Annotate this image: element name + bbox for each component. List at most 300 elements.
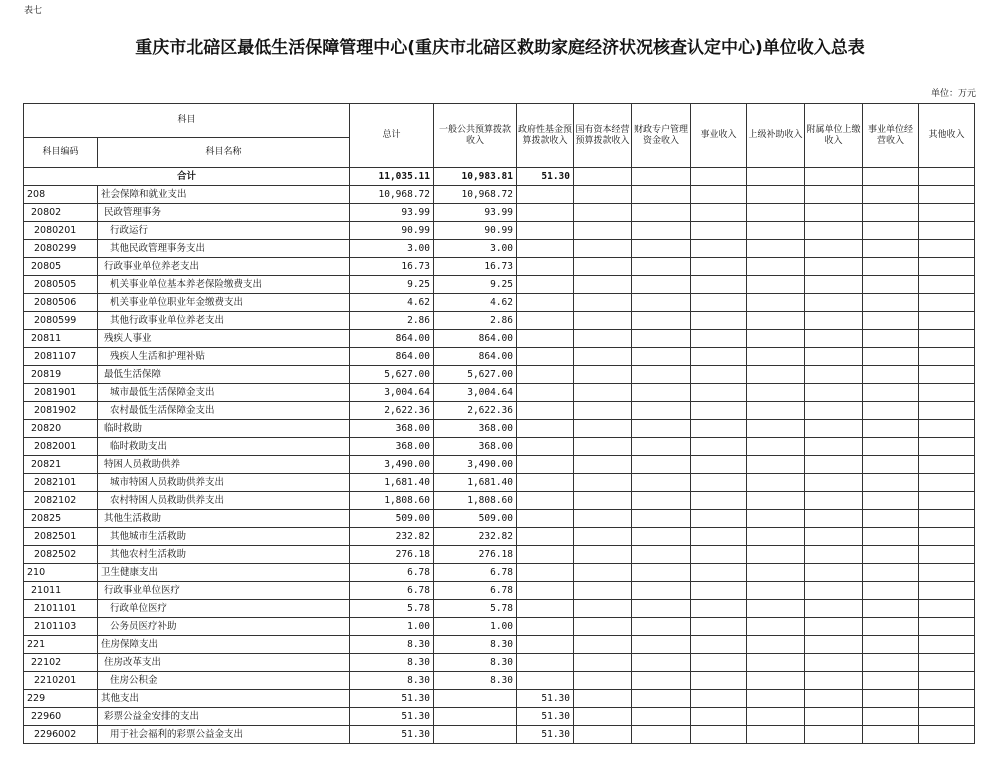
row-empty-cell — [919, 546, 975, 564]
row-empty-cell — [919, 348, 975, 366]
row-empty-cell — [691, 330, 747, 348]
row-empty-cell — [919, 492, 975, 510]
row-fund — [517, 312, 574, 330]
row-general: 864.00 — [434, 348, 517, 366]
row-empty-cell — [632, 186, 691, 204]
row-code: 2101103 — [24, 618, 98, 636]
row-total: 368.00 — [350, 420, 434, 438]
row-code: 2082501 — [24, 528, 98, 546]
row-fund — [517, 564, 574, 582]
row-empty-cell — [747, 402, 805, 420]
row-empty-cell — [747, 294, 805, 312]
row-empty-cell — [574, 222, 632, 240]
table-row — [24, 600, 975, 618]
row-empty-cell — [747, 312, 805, 330]
row-fund — [517, 672, 574, 690]
row-total: 864.00 — [350, 330, 434, 348]
row-total: 5.78 — [350, 600, 434, 618]
row-empty-cell — [919, 366, 975, 384]
table-row — [24, 276, 975, 294]
row-code: 2081902 — [24, 402, 98, 420]
row-code: 2082102 — [24, 492, 98, 510]
row-total: 1,808.60 — [350, 492, 434, 510]
row-empty-cell — [691, 546, 747, 564]
row-empty-cell — [747, 546, 805, 564]
table-row — [24, 636, 975, 654]
row-empty-cell — [747, 330, 805, 348]
total-general: 10,983.81 — [434, 168, 517, 186]
row-total: 10,968.72 — [350, 186, 434, 204]
row-empty-cell — [863, 456, 919, 474]
table-row — [24, 654, 975, 672]
row-empty-cell — [574, 564, 632, 582]
row-name: 机关事业单位基本养老保险缴费支出 — [98, 276, 350, 294]
row-fund — [517, 348, 574, 366]
row-name: 卫生健康支出 — [98, 564, 350, 582]
row-empty-cell — [747, 726, 805, 744]
row-empty-cell — [747, 672, 805, 690]
row-empty-cell — [919, 240, 975, 258]
row-empty-cell — [863, 636, 919, 654]
row-empty-cell — [863, 564, 919, 582]
row-empty-cell — [805, 528, 863, 546]
row-empty-cell — [863, 222, 919, 240]
row-total: 16.73 — [350, 258, 434, 276]
row-empty-cell — [691, 726, 747, 744]
row-total: 368.00 — [350, 438, 434, 456]
row-empty-cell — [632, 528, 691, 546]
row-general: 90.99 — [434, 222, 517, 240]
row-empty-cell — [805, 636, 863, 654]
table-row — [24, 456, 975, 474]
row-name: 农村特困人员救助供养支出 — [98, 492, 350, 510]
row-empty-cell — [805, 672, 863, 690]
row-empty-cell — [632, 348, 691, 366]
row-code: 2082502 — [24, 546, 98, 564]
row-empty-cell — [632, 708, 691, 726]
table-row — [24, 222, 975, 240]
row-empty-cell — [691, 438, 747, 456]
row-empty-cell — [805, 348, 863, 366]
row-fund — [517, 420, 574, 438]
total-fund: 51.30 — [517, 168, 574, 186]
row-code: 20805 — [24, 258, 98, 276]
row-empty-cell — [747, 258, 805, 276]
row-empty-cell — [863, 690, 919, 708]
row-empty-cell — [632, 222, 691, 240]
row-empty-cell — [805, 474, 863, 492]
row-empty-cell — [919, 690, 975, 708]
row-name: 其他支出 — [98, 690, 350, 708]
row-name: 公务员医疗补助 — [98, 618, 350, 636]
row-code: 2080599 — [24, 312, 98, 330]
row-empty-cell — [691, 276, 747, 294]
row-empty-cell — [919, 672, 975, 690]
row-empty-cell — [747, 510, 805, 528]
row-total: 4.62 — [350, 294, 434, 312]
row-empty-cell — [747, 276, 805, 294]
row-empty-cell — [919, 456, 975, 474]
row-empty-cell — [632, 240, 691, 258]
row-empty-cell — [691, 294, 747, 312]
table-row — [24, 384, 975, 402]
row-empty-cell — [632, 492, 691, 510]
row-fund — [517, 528, 574, 546]
row-empty-cell — [863, 618, 919, 636]
row-empty-cell — [632, 474, 691, 492]
row-name: 其他农村生活救助 — [98, 546, 350, 564]
table-row — [24, 420, 975, 438]
row-fund: 51.30 — [517, 708, 574, 726]
row-empty-cell — [919, 510, 975, 528]
row-empty-cell — [691, 348, 747, 366]
row-code: 2081901 — [24, 384, 98, 402]
header-other: 其他收入 — [919, 104, 975, 168]
row-empty-cell — [691, 384, 747, 402]
row-code: 2210201 — [24, 672, 98, 690]
row-empty-cell — [919, 528, 975, 546]
row-general: 6.78 — [434, 582, 517, 600]
row-empty-cell — [574, 204, 632, 222]
table-row — [24, 348, 975, 366]
row-empty-cell — [632, 204, 691, 222]
row-fund: 51.30 — [517, 690, 574, 708]
row-empty-cell — [863, 492, 919, 510]
row-empty-cell — [691, 690, 747, 708]
row-empty-cell — [863, 708, 919, 726]
row-code: 2080505 — [24, 276, 98, 294]
row-empty-cell — [919, 582, 975, 600]
row-fund — [517, 456, 574, 474]
row-code: 221 — [24, 636, 98, 654]
row-name: 行政事业单位养老支出 — [98, 258, 350, 276]
row-fund — [517, 276, 574, 294]
row-empty-cell — [805, 654, 863, 672]
row-empty-cell — [691, 708, 747, 726]
row-code: 208 — [24, 186, 98, 204]
row-empty-cell — [574, 618, 632, 636]
row-empty-cell — [632, 384, 691, 402]
row-empty-cell — [919, 258, 975, 276]
header-state-capital: 国有资本经营预算拨款收入 — [574, 104, 632, 168]
row-total: 51.30 — [350, 708, 434, 726]
row-fund: 51.30 — [517, 726, 574, 744]
row-fund — [517, 492, 574, 510]
row-empty-cell — [863, 420, 919, 438]
table-row — [24, 294, 975, 312]
row-empty-cell — [632, 582, 691, 600]
row-total: 6.78 — [350, 582, 434, 600]
row-empty-cell — [805, 258, 863, 276]
row-empty-cell — [919, 726, 975, 744]
row-empty-cell — [863, 258, 919, 276]
row-empty-cell — [632, 402, 691, 420]
row-empty-cell — [691, 456, 747, 474]
row-total: 8.30 — [350, 636, 434, 654]
row-empty-cell — [805, 366, 863, 384]
table-row — [24, 204, 975, 222]
row-fund — [517, 330, 574, 348]
row-empty-cell — [574, 384, 632, 402]
row-empty-cell — [919, 312, 975, 330]
row-empty-cell — [863, 276, 919, 294]
header-operating: 事业单位经营收入 — [863, 104, 919, 168]
row-empty-cell — [863, 294, 919, 312]
row-empty-cell — [691, 222, 747, 240]
row-empty-cell — [747, 636, 805, 654]
row-empty-cell — [574, 276, 632, 294]
row-empty-cell — [919, 204, 975, 222]
row-general: 368.00 — [434, 420, 517, 438]
total-row — [24, 168, 975, 186]
row-code: 2081107 — [24, 348, 98, 366]
row-empty-cell — [632, 330, 691, 348]
row-code: 2082101 — [24, 474, 98, 492]
row-name: 行政事业单位医疗 — [98, 582, 350, 600]
row-total: 9.25 — [350, 276, 434, 294]
row-name: 行政运行 — [98, 222, 350, 240]
row-empty-cell — [919, 402, 975, 420]
row-empty-cell — [805, 276, 863, 294]
row-empty-cell — [747, 438, 805, 456]
row-name: 彩票公益金安排的支出 — [98, 708, 350, 726]
row-total: 5,627.00 — [350, 366, 434, 384]
row-total: 232.82 — [350, 528, 434, 546]
row-general: 368.00 — [434, 438, 517, 456]
row-empty-cell — [574, 492, 632, 510]
table-row — [24, 240, 975, 258]
row-code: 20819 — [24, 366, 98, 384]
row-empty-cell — [574, 474, 632, 492]
row-name: 临时救助 — [98, 420, 350, 438]
row-fund — [517, 438, 574, 456]
row-empty-cell — [747, 186, 805, 204]
row-empty-cell — [574, 456, 632, 474]
row-empty-cell — [574, 258, 632, 276]
row-general: 9.25 — [434, 276, 517, 294]
row-empty-cell — [574, 402, 632, 420]
row-total: 276.18 — [350, 546, 434, 564]
row-general: 276.18 — [434, 546, 517, 564]
row-empty-cell — [863, 312, 919, 330]
header-subject: 科目 — [24, 104, 350, 138]
row-empty-cell — [805, 492, 863, 510]
row-general: 232.82 — [434, 528, 517, 546]
row-empty-cell — [574, 672, 632, 690]
row-name: 残疾人生活和护理补贴 — [98, 348, 350, 366]
row-empty-cell — [805, 294, 863, 312]
row-empty-cell — [691, 402, 747, 420]
row-total: 51.30 — [350, 726, 434, 744]
row-empty-cell — [805, 726, 863, 744]
row-total: 509.00 — [350, 510, 434, 528]
row-name: 住房改革支出 — [98, 654, 350, 672]
table-row — [24, 492, 975, 510]
row-empty-cell — [747, 420, 805, 438]
table-row — [24, 546, 975, 564]
row-empty-cell — [691, 420, 747, 438]
row-general: 2,622.36 — [434, 402, 517, 420]
row-empty-cell — [574, 312, 632, 330]
row-empty-cell — [863, 402, 919, 420]
row-empty-cell — [863, 330, 919, 348]
row-total: 3,490.00 — [350, 456, 434, 474]
row-empty-cell — [805, 618, 863, 636]
table-row — [24, 672, 975, 690]
row-empty-cell — [919, 330, 975, 348]
row-fund — [517, 384, 574, 402]
row-code: 22102 — [24, 654, 98, 672]
total-label: 合计 — [24, 168, 350, 186]
row-name: 其他民政管理事务支出 — [98, 240, 350, 258]
row-empty-cell — [632, 276, 691, 294]
row-empty-cell — [691, 474, 747, 492]
row-general: 3.00 — [434, 240, 517, 258]
row-empty-cell — [919, 564, 975, 582]
row-name: 行政单位医疗 — [98, 600, 350, 618]
row-empty-cell — [691, 204, 747, 222]
row-empty-cell — [691, 366, 747, 384]
header-name: 科目名称 — [98, 138, 350, 168]
row-empty-cell — [805, 312, 863, 330]
row-total: 90.99 — [350, 222, 434, 240]
row-empty-cell — [574, 330, 632, 348]
row-empty-cell — [805, 438, 863, 456]
row-fund — [517, 474, 574, 492]
row-general — [434, 690, 517, 708]
table-row — [24, 474, 975, 492]
row-empty-cell — [574, 348, 632, 366]
row-empty-cell — [632, 456, 691, 474]
row-fund — [517, 618, 574, 636]
row-name: 用于社会福利的彩票公益金支出 — [98, 726, 350, 744]
table-row — [24, 312, 975, 330]
row-name: 民政管理事务 — [98, 204, 350, 222]
row-empty-cell — [632, 672, 691, 690]
row-empty-cell — [919, 384, 975, 402]
table-row — [24, 618, 975, 636]
row-fund — [517, 204, 574, 222]
row-empty-cell — [863, 186, 919, 204]
header-total: 总计 — [350, 104, 434, 168]
table-row — [24, 708, 975, 726]
row-empty-cell — [805, 690, 863, 708]
row-empty-cell — [863, 510, 919, 528]
row-name: 其他生活救助 — [98, 510, 350, 528]
row-code: 229 — [24, 690, 98, 708]
row-empty-cell — [632, 690, 691, 708]
row-general: 509.00 — [434, 510, 517, 528]
row-empty-cell — [747, 600, 805, 618]
row-general: 16.73 — [434, 258, 517, 276]
row-general: 3,490.00 — [434, 456, 517, 474]
header-general: 一般公共预算拨款收入 — [434, 104, 517, 168]
row-empty-cell — [919, 708, 975, 726]
row-empty-cell — [632, 510, 691, 528]
row-empty-cell — [919, 654, 975, 672]
row-empty-cell — [691, 258, 747, 276]
row-empty-cell — [574, 654, 632, 672]
row-fund — [517, 636, 574, 654]
row-empty-cell — [805, 510, 863, 528]
row-general: 6.78 — [434, 564, 517, 582]
row-empty-cell — [691, 528, 747, 546]
row-empty-cell — [805, 222, 863, 240]
row-empty-cell — [691, 672, 747, 690]
row-code: 20825 — [24, 510, 98, 528]
row-code: 2296002 — [24, 726, 98, 744]
row-empty-cell — [691, 564, 747, 582]
row-empty-cell — [747, 690, 805, 708]
row-empty-cell — [863, 672, 919, 690]
row-empty-cell — [574, 294, 632, 312]
row-empty-cell — [805, 600, 863, 618]
row-code: 20821 — [24, 456, 98, 474]
row-empty-cell — [863, 474, 919, 492]
row-empty-cell — [574, 366, 632, 384]
row-empty-cell — [632, 294, 691, 312]
row-code: 20820 — [24, 420, 98, 438]
row-code: 2080299 — [24, 240, 98, 258]
row-empty-cell — [919, 474, 975, 492]
row-empty-cell — [805, 186, 863, 204]
row-fund — [517, 222, 574, 240]
row-empty-cell — [691, 636, 747, 654]
row-empty-cell — [805, 456, 863, 474]
row-empty-cell — [747, 708, 805, 726]
row-empty-cell — [747, 492, 805, 510]
row-total: 2.86 — [350, 312, 434, 330]
row-total: 1.00 — [350, 618, 434, 636]
row-empty-cell — [632, 312, 691, 330]
row-empty-cell — [747, 348, 805, 366]
row-total: 864.00 — [350, 348, 434, 366]
row-general — [434, 726, 517, 744]
row-code: 210 — [24, 564, 98, 582]
row-empty-cell — [574, 186, 632, 204]
row-name: 其他城市生活救助 — [98, 528, 350, 546]
row-empty-cell — [747, 618, 805, 636]
header-superior: 上级补助收入 — [747, 104, 805, 168]
table-row — [24, 690, 975, 708]
row-empty-cell — [805, 708, 863, 726]
row-empty-cell — [805, 546, 863, 564]
row-code: 2080506 — [24, 294, 98, 312]
row-empty-cell — [574, 546, 632, 564]
row-empty-cell — [691, 240, 747, 258]
row-fund — [517, 366, 574, 384]
row-empty-cell — [863, 240, 919, 258]
row-empty-cell — [691, 582, 747, 600]
row-code: 22960 — [24, 708, 98, 726]
row-empty-cell — [919, 186, 975, 204]
header-code: 科目编码 — [24, 138, 98, 168]
table-row — [24, 510, 975, 528]
row-fund — [517, 402, 574, 420]
row-fund — [517, 294, 574, 312]
row-total: 3,004.64 — [350, 384, 434, 402]
row-name: 社会保障和就业支出 — [98, 186, 350, 204]
row-empty-cell — [632, 654, 691, 672]
table-row — [24, 186, 975, 204]
row-empty-cell — [863, 384, 919, 402]
row-empty-cell — [691, 618, 747, 636]
table-row — [24, 402, 975, 420]
row-general: 864.00 — [434, 330, 517, 348]
row-empty-cell — [691, 654, 747, 672]
row-total: 8.30 — [350, 654, 434, 672]
row-general — [434, 708, 517, 726]
